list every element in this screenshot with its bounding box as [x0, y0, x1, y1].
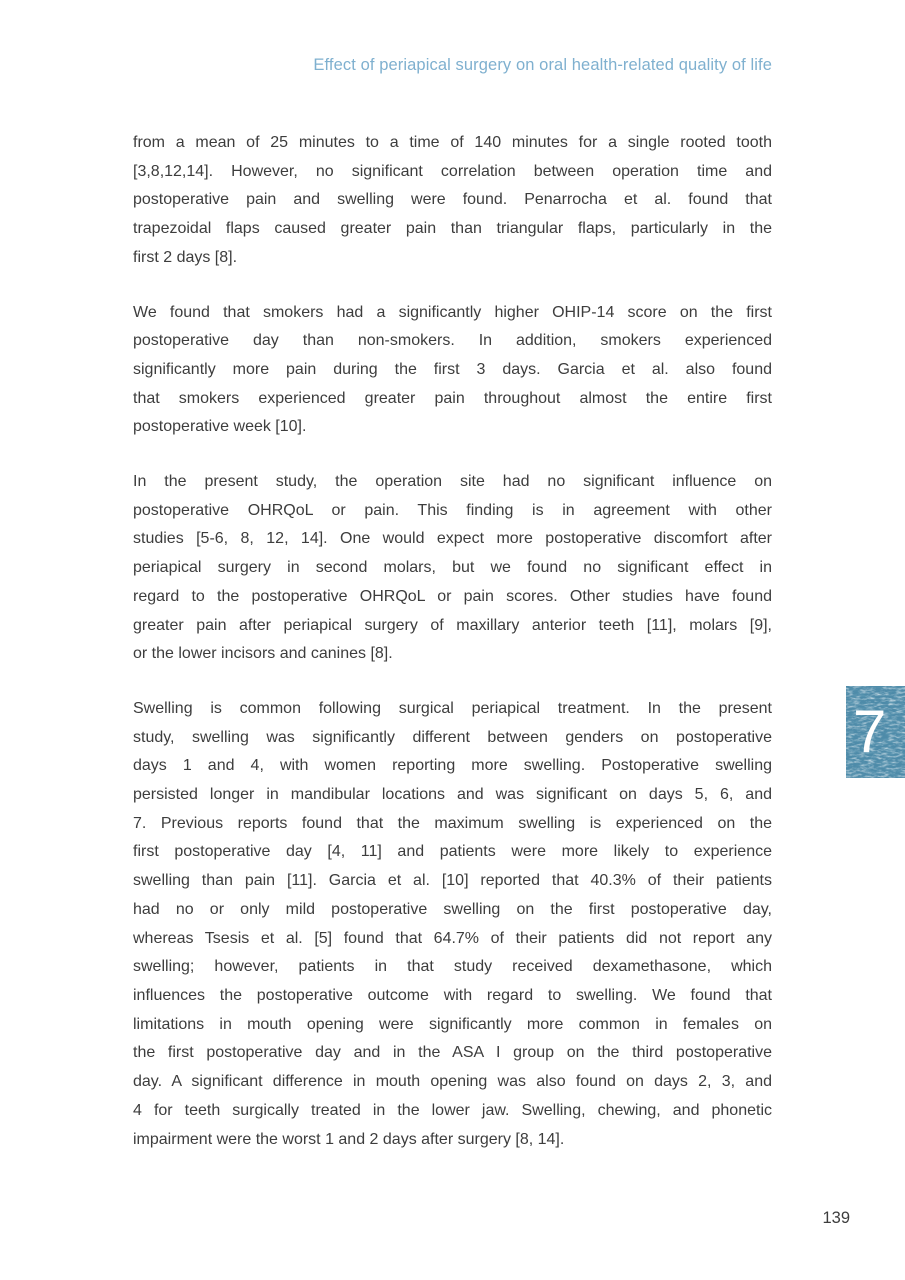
paragraph [133, 695, 772, 1154]
text-line: [3,8,12,14]. However, no significant correlation between operation time and [133, 162, 772, 180]
text-line: 7. Previous reports found that the maximum swelling is experienced on the [133, 814, 772, 832]
text-line: regard to the postoperative OHRQoL or pain scores. Other studies have found [133, 587, 772, 605]
page-number: 139 [822, 1209, 850, 1227]
text-line: swelling than pain [11]. Garcia et al. [10] reported that 40.3% of their patients [133, 872, 772, 890]
text-line: postoperative OHRQoL or pain. This finding is in agreement with other [133, 501, 772, 519]
text-line: days 1 and 4, with women reporting more swelling. Postoperative swelling [133, 757, 772, 775]
text-line: limitations in mouth opening were significantly more common in females on [133, 1015, 772, 1033]
text-line: from a mean of 25 minutes to a time of 140 minutes for a single rooted tooth [133, 134, 772, 151]
text-line: the first postoperative day and in the ASA I group on the third postoperative [133, 1044, 772, 1062]
text-line: postoperative week [10]. [133, 418, 307, 436]
text-line: or the lower incisors and canines [8]. [133, 645, 393, 663]
text-line: In the present study, the operation site had no significant influence on [133, 473, 772, 491]
running-header: Effect of periapical surgery on oral health-related quality of life [313, 56, 772, 74]
text-line: first postoperative day [4, 11] and patients were more likely to experience [133, 843, 772, 861]
text-line: impairment were the worst 1 and 2 days after surgery [8, 14]. [133, 1130, 565, 1148]
text-line: swelling; however, patients in that study received dexamethasone, which [133, 958, 772, 976]
text-line: periapical surgery in second molars, but we found no significant effect in [133, 559, 772, 577]
text-line: 4 for teeth surgically treated in the lower jaw. Swelling, chewing, and phonetic [133, 1101, 772, 1119]
text-line: influences the postoperative outcome with regard to swelling. We found that [133, 986, 772, 1004]
text-line: trapezoidal flaps caused greater pain than triangular flaps, particularly in the [133, 220, 772, 238]
text-line: study, swelling was significantly different between genders on postoperative [133, 728, 772, 746]
text-line: greater pain after periapical surgery of maxillary anterior teeth [11], molars [9], [133, 616, 772, 634]
content [133, 129, 772, 1180]
text-line: day. A significant difference in mouth opening was also found on days 2, 3, and [133, 1073, 772, 1091]
text-line: persisted longer in mandibular locations and was significant on days 5, 6, and [133, 786, 772, 804]
text-line: that smokers experienced greater pain throughout almost the entire first [133, 389, 772, 407]
text-line: had no or only mild postoperative swelling on the first postoperative day, [133, 900, 772, 918]
text-line: postoperative pain and swelling were found. Penarrocha et al. found that [133, 191, 772, 209]
paragraph [133, 129, 772, 273]
chapter-tab [846, 686, 905, 778]
paragraph [133, 299, 772, 443]
text-line: significantly more pain during the first 3 days. Garcia et al. also found [133, 360, 772, 378]
text-line: We found that smokers had a significantly higher OHIP-14 score on the first [133, 303, 772, 321]
text-line: first 2 days [8]. [133, 248, 238, 266]
text-line: Swelling is common following surgical periapical treatment. In the present [133, 699, 772, 717]
paragraph [133, 468, 772, 669]
text-line: postoperative day than non-smokers. In addition, smokers experienced [133, 332, 772, 350]
text-line: studies [5-6, 8, 12, 14]. One would expect more postoperative discomfort after [133, 530, 772, 548]
text-line: whereas Tsesis et al. [5] found that 64.7% of their patients did not report any [133, 929, 772, 947]
chapter-number: 7 [853, 698, 887, 765]
